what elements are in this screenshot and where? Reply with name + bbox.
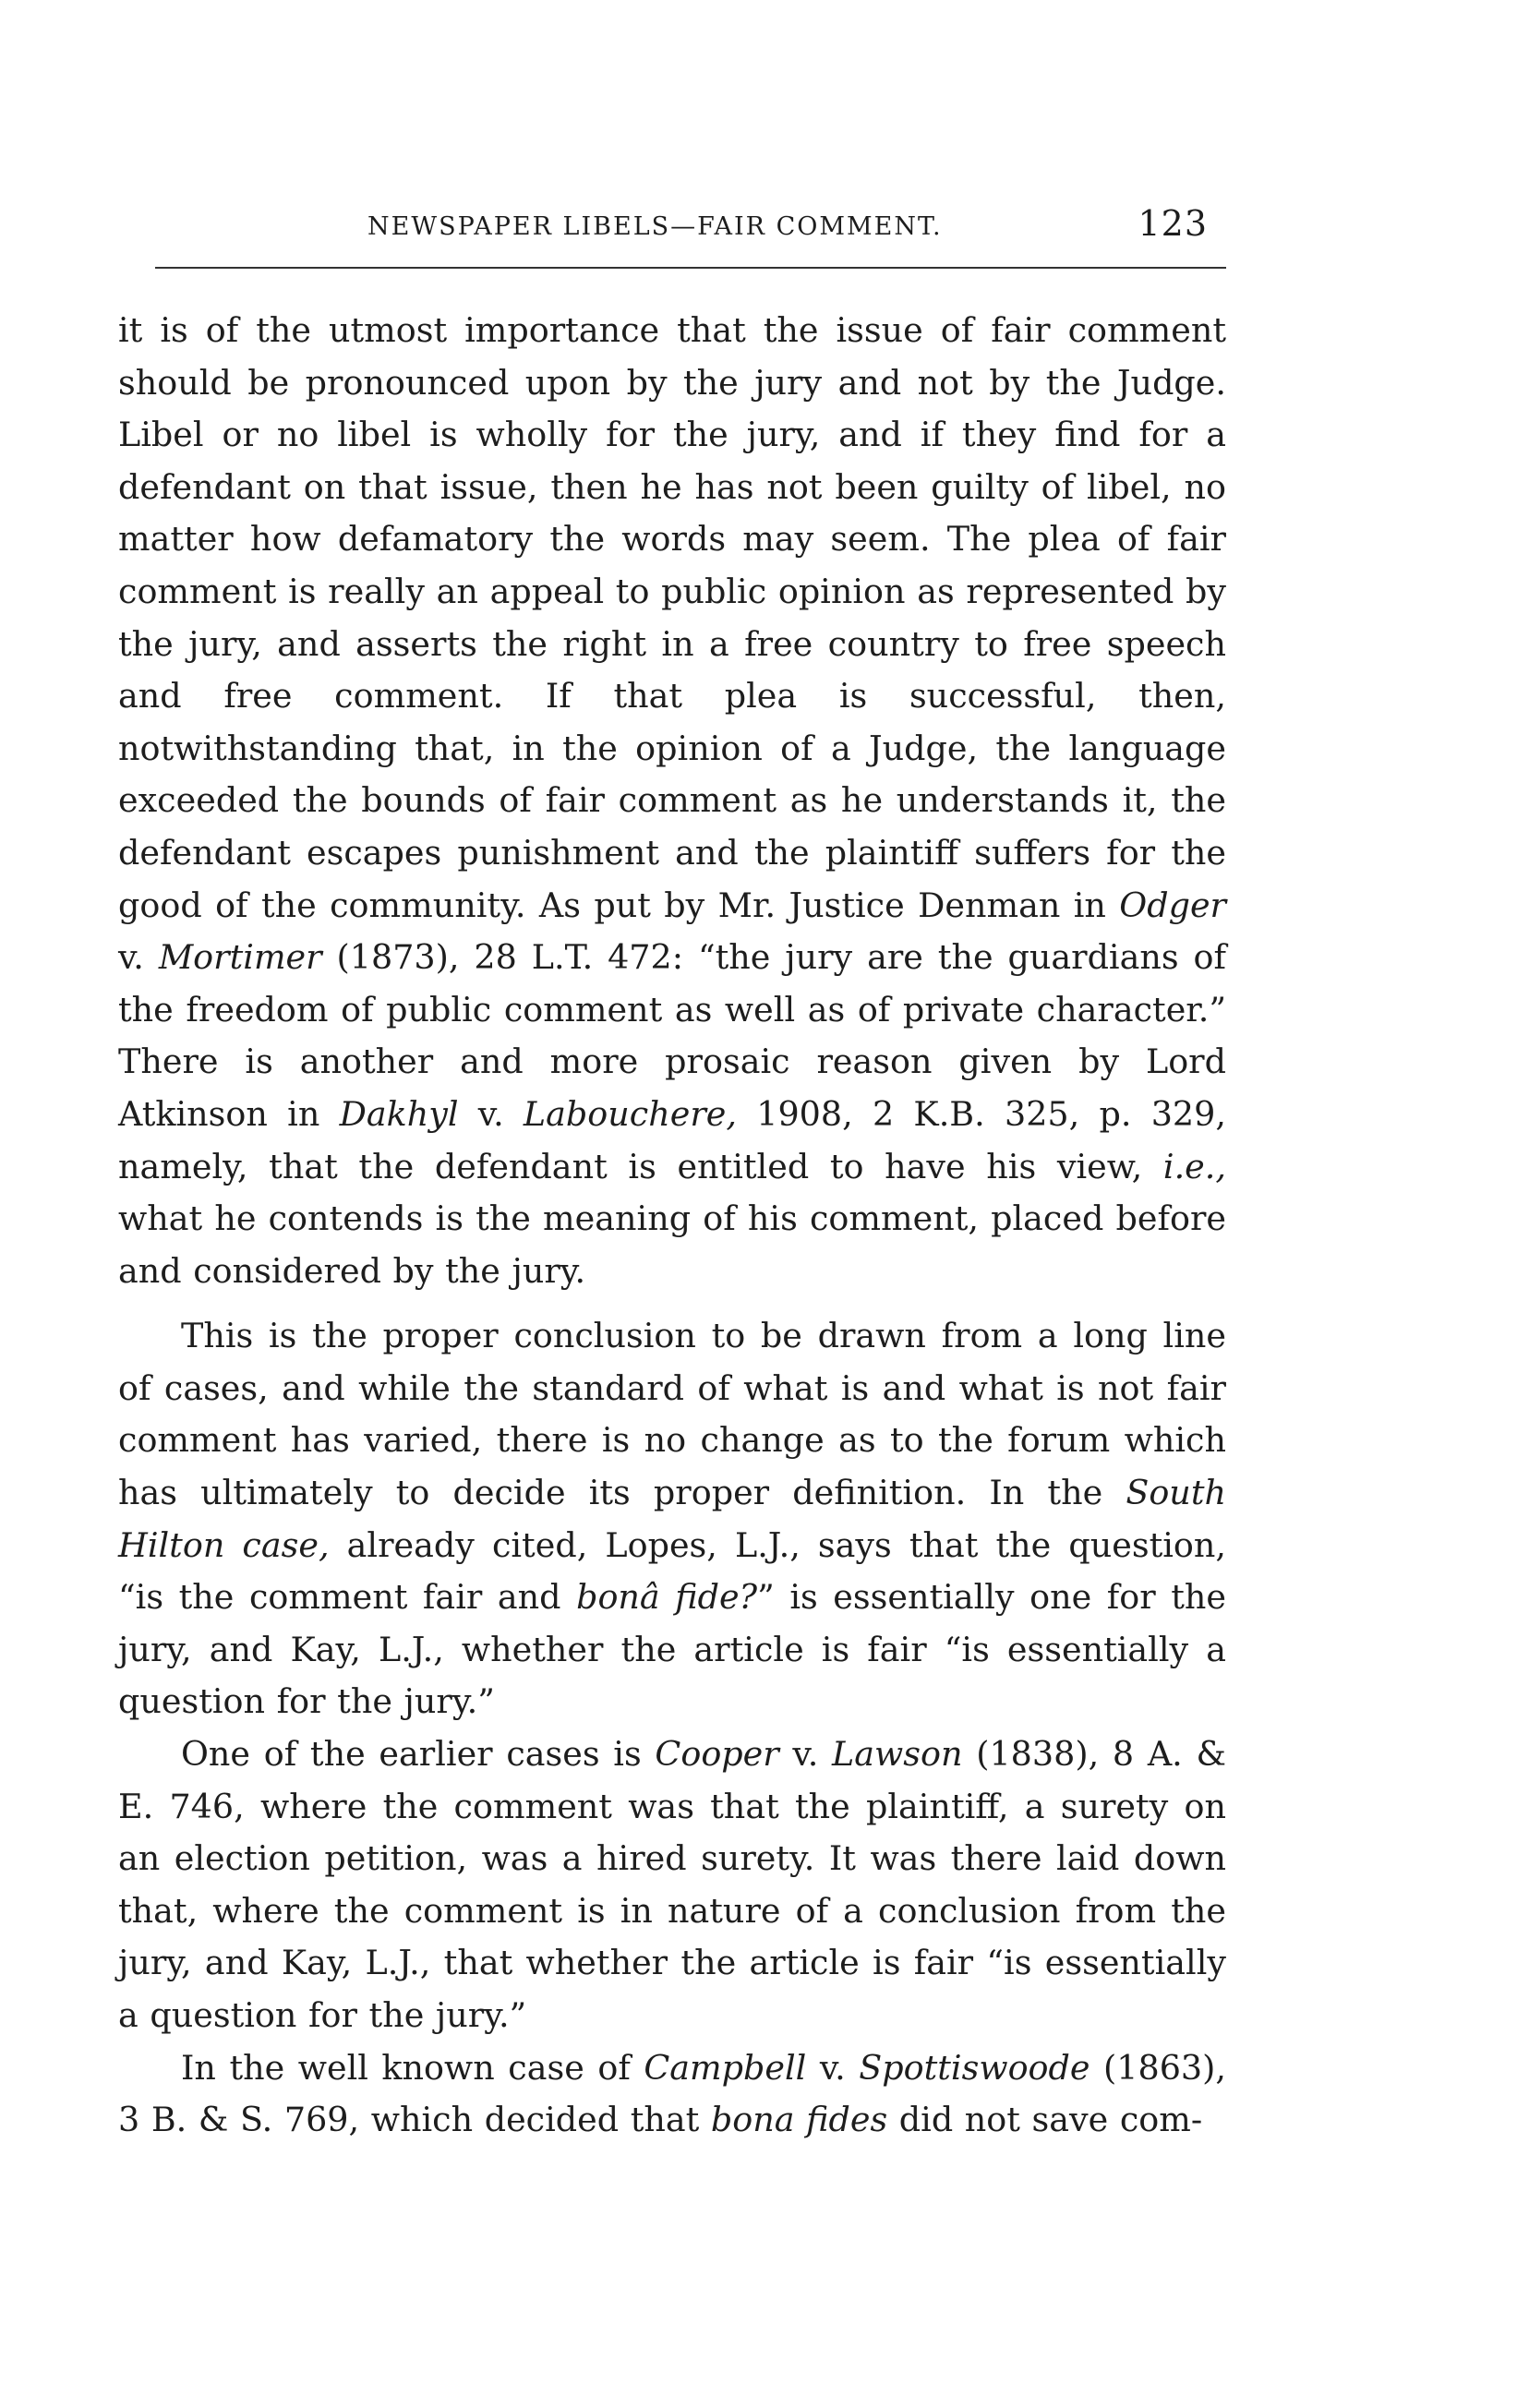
italic-text: Cooper [655, 1734, 779, 1775]
text-run: did not save com- [887, 2100, 1203, 2140]
text-run: (1863), 3 B. & S. 769, which decided that [118, 2047, 1226, 2140]
paragraph [118, 2042, 1226, 2147]
italic-text: bona fides [710, 2100, 888, 2140]
text-run: v. [806, 2047, 860, 2088]
paragraph [118, 1310, 1226, 1728]
text-run: v. [118, 937, 159, 978]
italic-text: Mortimer [158, 937, 322, 978]
text-run: it is of the utmost importance that the issue of fair comment should be pronounced upon by the jury and not by the Judge. Libel or no libel is wholly for the jury, and if they find for a defendant on that issue, then he has not been guilty of libel, no matter how defamatory the words may seem. The plea of fair comment is really an appeal to public opinion as represented by the jury, and asserts the right in a free country to free speech and free comment. If that plea is successful, then, notwithstanding that, in the opinion of a Judge, the language exceeded the bounds of fair comment as he understands it, the defendant escapes punishment and the plaintiff suffers for the good of the community. As put by Mr. Justice Denman in [118, 310, 1226, 925]
paragraph [118, 305, 1226, 1297]
text-run: In the well known case of [181, 2047, 644, 2088]
text-run: already cited, Lopes, L.J., says that the question, “is the comment fair and [118, 1524, 1226, 1618]
italic-text: bonâ fide? [576, 1577, 758, 1618]
text-run: 1908, 2 K.B. 325, p. 329, namely, that the defendant is entitled to have his view, [118, 1093, 1226, 1186]
page-number: 123 [1138, 203, 1208, 244]
paragraph [118, 1728, 1226, 2042]
italic-text: Campbell [644, 2047, 807, 2088]
italic-text: Spottiswoode [859, 2047, 1090, 2088]
italic-text: Lawson [832, 1734, 963, 1775]
text-run: This is the proper conclusion to be drawn from a long line of cases, and while the standard of what is and what is not fair comment has varied, there is no change as to the forum which has ultimately to decide its proper definition. In the [118, 1316, 1226, 1513]
italic-text: Dakhyl [339, 1093, 459, 1134]
running-title: NEWSPAPER LIBELS—FAIR COMMENT. [367, 212, 943, 241]
italic-text: South Hilton case, [118, 1473, 1226, 1565]
running-head [118, 203, 1226, 259]
text-run: v. [778, 1734, 833, 1775]
italic-text: i.e., [1162, 1146, 1226, 1186]
text-run: One of the earlier cases is [181, 1734, 656, 1775]
text-run: what he contends is the meaning of his comment, placed before and considered by the jury. [118, 1198, 1226, 1291]
italic-text: Odger [1119, 885, 1226, 925]
italic-text: Labouchere, [523, 1093, 737, 1134]
text-run: (1873), 28 L.T. 472: “the jury are the guardians of the freedom of public comment as well as of private character.” There is another and more prosaic reason given by Lord Atkinson in [118, 937, 1226, 1134]
body-text [118, 305, 1226, 2147]
text-run: v. [458, 1093, 524, 1134]
header-rule [155, 267, 1226, 269]
text-run: (1838), 8 A. & E. 746, where the comment was that the plaintiff, a surety on an election petition, was a hired surety. It was there laid down that, where the comment is in nature of a conclusion from the jury, and Kay, L.J., that whether the article is fair “is essentially a question for the jury.” [118, 1734, 1226, 2035]
text-run: ” is essentially one for the jury, and Kay, L.J., whether the article is fair “is essentially a question for the jury.” [118, 1577, 1227, 1722]
